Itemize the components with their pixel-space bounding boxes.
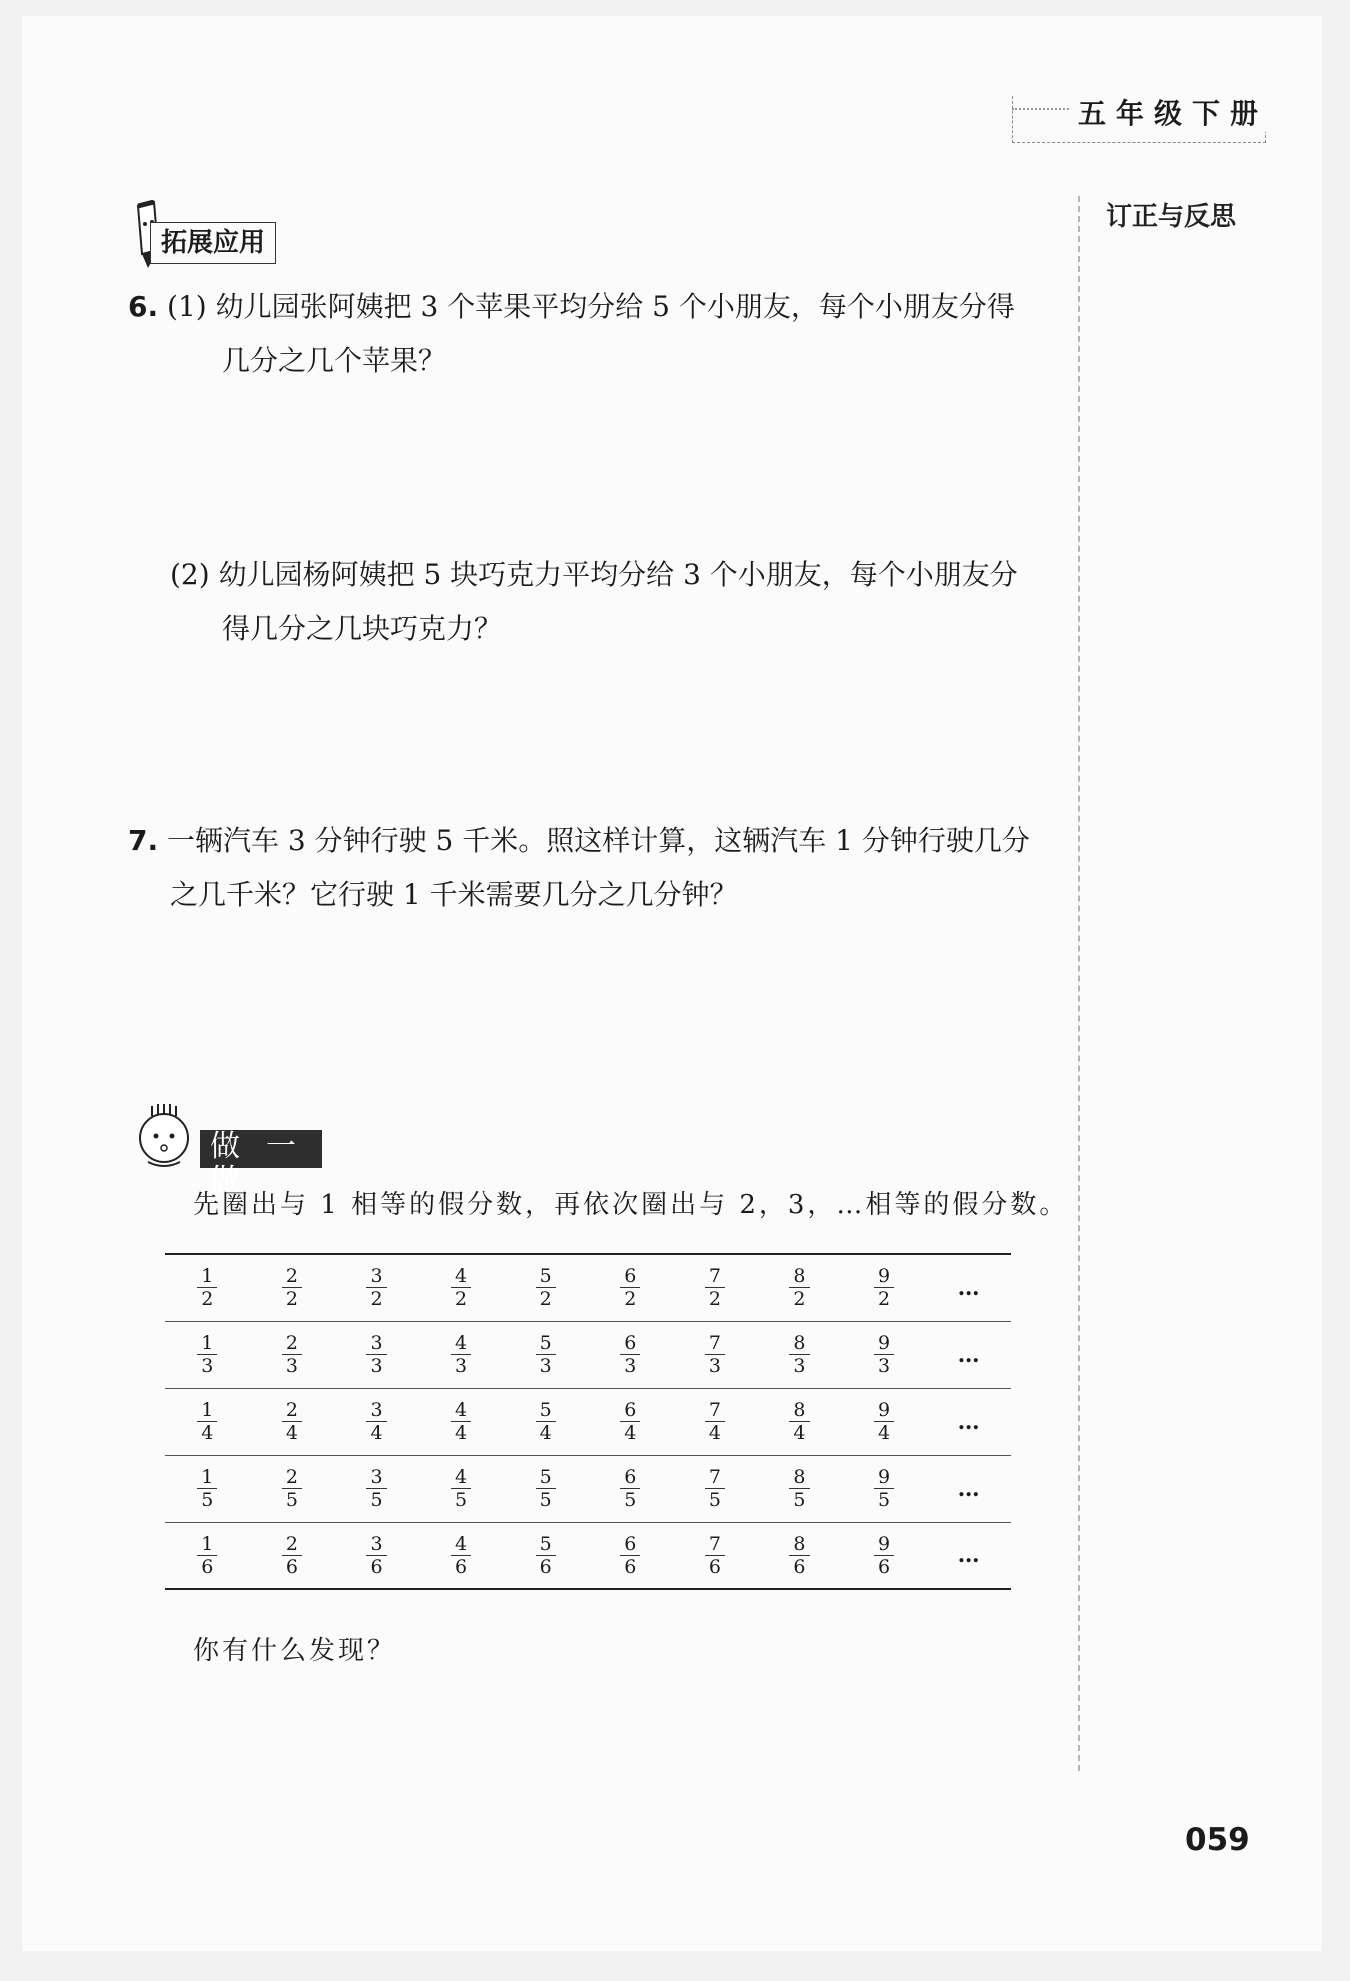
- denominator: 3: [285, 1355, 298, 1377]
- numerator: 8: [789, 1533, 809, 1556]
- fraction: [366, 1265, 386, 1310]
- fraction: [874, 1265, 894, 1310]
- fraction: [874, 1399, 894, 1444]
- fraction-row: [165, 1455, 1011, 1522]
- numerator: 8: [789, 1399, 809, 1422]
- numerator: 8: [789, 1466, 809, 1489]
- numerator: 1: [197, 1399, 217, 1422]
- fraction-table: [165, 1253, 1011, 1590]
- fraction-cell[interactable]: [757, 1522, 842, 1589]
- fraction-cell[interactable]: [842, 1321, 927, 1388]
- fraction-cell[interactable]: [503, 1388, 588, 1455]
- question-6-2-line2: 得几分之几块巧克力？: [222, 612, 503, 645]
- numerator: 1: [197, 1533, 217, 1556]
- fraction-row: [165, 1388, 1011, 1455]
- fraction-cell[interactable]: [588, 1522, 673, 1589]
- denominator: 5: [285, 1489, 298, 1511]
- numerator: 3: [366, 1533, 386, 1556]
- numerator: 1: [197, 1332, 217, 1355]
- fraction-cell[interactable]: [165, 1455, 250, 1522]
- fraction: [789, 1399, 809, 1444]
- fraction: [197, 1533, 217, 1578]
- fraction: [451, 1466, 471, 1511]
- denominator: 6: [624, 1555, 637, 1578]
- fraction: [874, 1466, 894, 1511]
- fraction-cell[interactable]: [250, 1455, 335, 1522]
- fraction-cell[interactable]: [419, 1522, 504, 1589]
- fraction-cell[interactable]: [334, 1455, 419, 1522]
- fraction: [451, 1265, 471, 1310]
- numerator: 9: [874, 1332, 894, 1355]
- numerator: 5: [536, 1332, 556, 1355]
- numerator: 5: [536, 1399, 556, 1422]
- question-7-line1: [128, 814, 1030, 868]
- fraction: [789, 1533, 809, 1578]
- fraction: [197, 1265, 217, 1310]
- denominator: 4: [201, 1422, 214, 1444]
- denominator: 4: [285, 1422, 298, 1444]
- fraction: [366, 1399, 386, 1444]
- fraction: [536, 1265, 556, 1310]
- denominator: 5: [793, 1489, 806, 1511]
- numerator: 6: [620, 1399, 640, 1422]
- fraction-cell[interactable]: [588, 1254, 673, 1321]
- fraction: [197, 1332, 217, 1377]
- fraction: [282, 1466, 302, 1511]
- fraction-cell[interactable]: [250, 1254, 335, 1321]
- fraction-cell[interactable]: [503, 1321, 588, 1388]
- fraction-cell[interactable]: [842, 1388, 927, 1455]
- numerator: 4: [451, 1265, 471, 1288]
- question-6-line1: [128, 280, 1015, 334]
- denominator: 3: [878, 1355, 891, 1377]
- numerator: 7: [705, 1332, 725, 1355]
- fraction: [366, 1533, 386, 1578]
- numerator: 2: [282, 1332, 302, 1355]
- denominator: 2: [624, 1288, 637, 1311]
- numerator: 6: [620, 1533, 640, 1556]
- numerator: 4: [451, 1533, 471, 1556]
- fraction-row: [165, 1254, 1011, 1321]
- fraction-cell[interactable]: [503, 1522, 588, 1589]
- denominator: 5: [201, 1489, 214, 1511]
- fraction-row: [165, 1321, 1011, 1388]
- numerator: 6: [620, 1332, 640, 1355]
- fraction-cell[interactable]: [842, 1455, 927, 1522]
- numerator: 2: [282, 1533, 302, 1556]
- ellipsis: …: [957, 1475, 980, 1502]
- numerator: 5: [536, 1265, 556, 1288]
- fraction-cell[interactable]: [588, 1388, 673, 1455]
- question-text: (1) 幼儿园张阿姨把 3 个苹果平均分给 5 个小朋友，每个小朋友分得: [167, 290, 1015, 323]
- fraction: [705, 1265, 725, 1310]
- question-number: 7.: [128, 824, 159, 857]
- fraction: [789, 1265, 809, 1310]
- denominator: 6: [878, 1555, 891, 1578]
- denominator: 4: [624, 1422, 637, 1444]
- section-badge-try: 做一做: [200, 1130, 322, 1168]
- numerator: 4: [451, 1399, 471, 1422]
- ellipsis-cell: [926, 1522, 1011, 1589]
- denominator: 5: [370, 1489, 383, 1511]
- question-7-line2: 之几千米？它行驶 1 千米需要几分之几分钟？: [170, 878, 738, 911]
- fraction: [620, 1533, 640, 1578]
- numerator: 6: [620, 1265, 640, 1288]
- numerator: 7: [705, 1399, 725, 1422]
- denominator: 6: [201, 1555, 214, 1578]
- denominator: 3: [624, 1355, 637, 1377]
- fraction: [366, 1466, 386, 1511]
- denominator: 5: [455, 1489, 468, 1511]
- denominator: 3: [455, 1355, 468, 1377]
- numerator: 8: [789, 1332, 809, 1355]
- ellipsis-cell: [926, 1455, 1011, 1522]
- fraction-cell[interactable]: [334, 1522, 419, 1589]
- ellipsis-cell: [926, 1254, 1011, 1321]
- numerator: 2: [282, 1265, 302, 1288]
- fraction-cell[interactable]: [757, 1321, 842, 1388]
- denominator: 2: [878, 1288, 891, 1311]
- question-6-2-line1: (2) 幼儿园杨阿姨把 5 块巧克力平均分给 3 个小朋友，每个小朋友分: [170, 558, 1018, 591]
- fraction: [536, 1332, 556, 1377]
- numerator: 9: [874, 1466, 894, 1489]
- numerator: 2: [282, 1399, 302, 1422]
- denominator: 2: [285, 1288, 298, 1311]
- ellipsis: …: [957, 1408, 980, 1435]
- cartoon-face-icon: [130, 1100, 200, 1170]
- fraction: [282, 1533, 302, 1578]
- fraction-cell[interactable]: [419, 1455, 504, 1522]
- fraction-cell[interactable]: [673, 1254, 758, 1321]
- fraction: [282, 1265, 302, 1310]
- fraction: [282, 1399, 302, 1444]
- numerator: 1: [197, 1466, 217, 1489]
- denominator: 4: [455, 1422, 468, 1444]
- numerator: 9: [874, 1399, 894, 1422]
- fraction-cell[interactable]: [165, 1388, 250, 1455]
- numerator: 3: [366, 1332, 386, 1355]
- fraction-cell[interactable]: [842, 1522, 927, 1589]
- denominator: 5: [708, 1489, 721, 1511]
- section-badge-extension: 拓展应用: [150, 222, 276, 264]
- numerator: 7: [705, 1265, 725, 1288]
- fraction: [705, 1466, 725, 1511]
- numerator: 5: [536, 1466, 556, 1489]
- grade-label: 五年级下册: [1070, 92, 1276, 132]
- fraction-cell[interactable]: [673, 1388, 758, 1455]
- fraction-cell[interactable]: [588, 1321, 673, 1388]
- fraction-cell[interactable]: [757, 1388, 842, 1455]
- fraction-cell[interactable]: [334, 1254, 419, 1321]
- fraction: [705, 1533, 725, 1578]
- fraction: [282, 1332, 302, 1377]
- denominator: 4: [878, 1422, 891, 1444]
- ellipsis-cell: [926, 1388, 1011, 1455]
- fraction: [789, 1332, 809, 1377]
- denominator: 3: [539, 1355, 552, 1377]
- question-number: 6.: [128, 290, 159, 323]
- denominator: 2: [539, 1288, 552, 1311]
- numerator: 7: [705, 1466, 725, 1489]
- fraction: [451, 1399, 471, 1444]
- fraction-cell[interactable]: [503, 1254, 588, 1321]
- instruction-text: 先圈出与 1 相等的假分数，再依次圈出与 2，3，…相等的假分数。: [193, 1190, 1069, 1220]
- numerator: 4: [451, 1466, 471, 1489]
- fraction: [451, 1332, 471, 1377]
- denominator: 3: [708, 1355, 721, 1377]
- fraction: [536, 1533, 556, 1578]
- denominator: 3: [793, 1355, 806, 1377]
- fraction: [705, 1332, 725, 1377]
- numerator: 4: [451, 1332, 471, 1355]
- fraction-cell[interactable]: [673, 1321, 758, 1388]
- denominator: 4: [708, 1422, 721, 1444]
- fraction-cell[interactable]: [757, 1455, 842, 1522]
- fraction: [789, 1466, 809, 1511]
- fraction-cell[interactable]: [419, 1388, 504, 1455]
- numerator: 3: [366, 1265, 386, 1288]
- correction-reflection-title: 订正与反思: [1106, 202, 1237, 232]
- fraction-cell[interactable]: [842, 1254, 927, 1321]
- fraction-cell[interactable]: [419, 1321, 504, 1388]
- discovery-question: 你有什么发现？: [193, 1636, 397, 1666]
- fraction: [620, 1466, 640, 1511]
- denominator: 6: [370, 1555, 383, 1578]
- fraction-cell[interactable]: [250, 1321, 335, 1388]
- page-number: 059: [1185, 1822, 1250, 1858]
- fraction: [197, 1466, 217, 1511]
- denominator: 3: [370, 1355, 383, 1377]
- fraction: [620, 1265, 640, 1310]
- denominator: 6: [285, 1555, 298, 1578]
- fraction-cell[interactable]: [250, 1522, 335, 1589]
- fraction: [451, 1533, 471, 1578]
- fraction-cell[interactable]: [757, 1254, 842, 1321]
- numerator: 6: [620, 1466, 640, 1489]
- numerator: 5: [536, 1533, 556, 1556]
- numerator: 8: [789, 1265, 809, 1288]
- denominator: 5: [878, 1489, 891, 1511]
- ellipsis: …: [957, 1341, 980, 1368]
- fraction: [536, 1466, 556, 1511]
- numerator: 9: [874, 1533, 894, 1556]
- fraction: [620, 1399, 640, 1444]
- denominator: 4: [370, 1422, 383, 1444]
- fraction-cell[interactable]: [165, 1522, 250, 1589]
- numerator: 2: [282, 1466, 302, 1489]
- denominator: 6: [708, 1555, 721, 1578]
- fraction-cell[interactable]: [334, 1321, 419, 1388]
- denominator: 4: [539, 1422, 552, 1444]
- fraction-cell[interactable]: [673, 1455, 758, 1522]
- numerator: 3: [366, 1466, 386, 1489]
- denominator: 3: [201, 1355, 214, 1377]
- question-text: 一辆汽车 3 分钟行驶 5 千米。照这样计算，这辆汽车 1 分钟行驶几分: [167, 824, 1030, 857]
- fraction-cell[interactable]: [334, 1388, 419, 1455]
- fraction-cell[interactable]: [165, 1254, 250, 1321]
- numerator: 9: [874, 1265, 894, 1288]
- denominator: 2: [201, 1288, 214, 1311]
- denominator: 2: [370, 1288, 383, 1311]
- ellipsis: …: [957, 1274, 980, 1301]
- denominator: 5: [539, 1489, 552, 1511]
- denominator: 6: [539, 1555, 552, 1578]
- fraction-row: [165, 1522, 1011, 1589]
- ellipsis: …: [957, 1542, 980, 1569]
- margin-divider: [1078, 196, 1080, 1771]
- question-6-line2: 几分之几个苹果？: [222, 344, 447, 377]
- fraction-cell[interactable]: [673, 1522, 758, 1589]
- ellipsis-cell: [926, 1321, 1011, 1388]
- fraction: [874, 1533, 894, 1578]
- denominator: 5: [624, 1489, 637, 1511]
- fraction-cell[interactable]: [250, 1388, 335, 1455]
- denominator: 2: [793, 1288, 806, 1311]
- numerator: 7: [705, 1533, 725, 1556]
- denominator: 4: [793, 1422, 806, 1444]
- denominator: 6: [793, 1555, 806, 1578]
- denominator: 6: [455, 1555, 468, 1578]
- fraction-cell[interactable]: [503, 1455, 588, 1522]
- numerator: 1: [197, 1265, 217, 1288]
- fraction: [366, 1332, 386, 1377]
- fraction: [874, 1332, 894, 1377]
- fraction-cell[interactable]: [588, 1455, 673, 1522]
- denominator: 2: [455, 1288, 468, 1311]
- fraction: [705, 1399, 725, 1444]
- denominator: 2: [708, 1288, 721, 1311]
- fraction-cell[interactable]: [419, 1254, 504, 1321]
- fraction: [536, 1399, 556, 1444]
- fraction: [197, 1399, 217, 1444]
- fraction-cell[interactable]: [165, 1321, 250, 1388]
- numerator: 3: [366, 1399, 386, 1422]
- fraction: [620, 1332, 640, 1377]
